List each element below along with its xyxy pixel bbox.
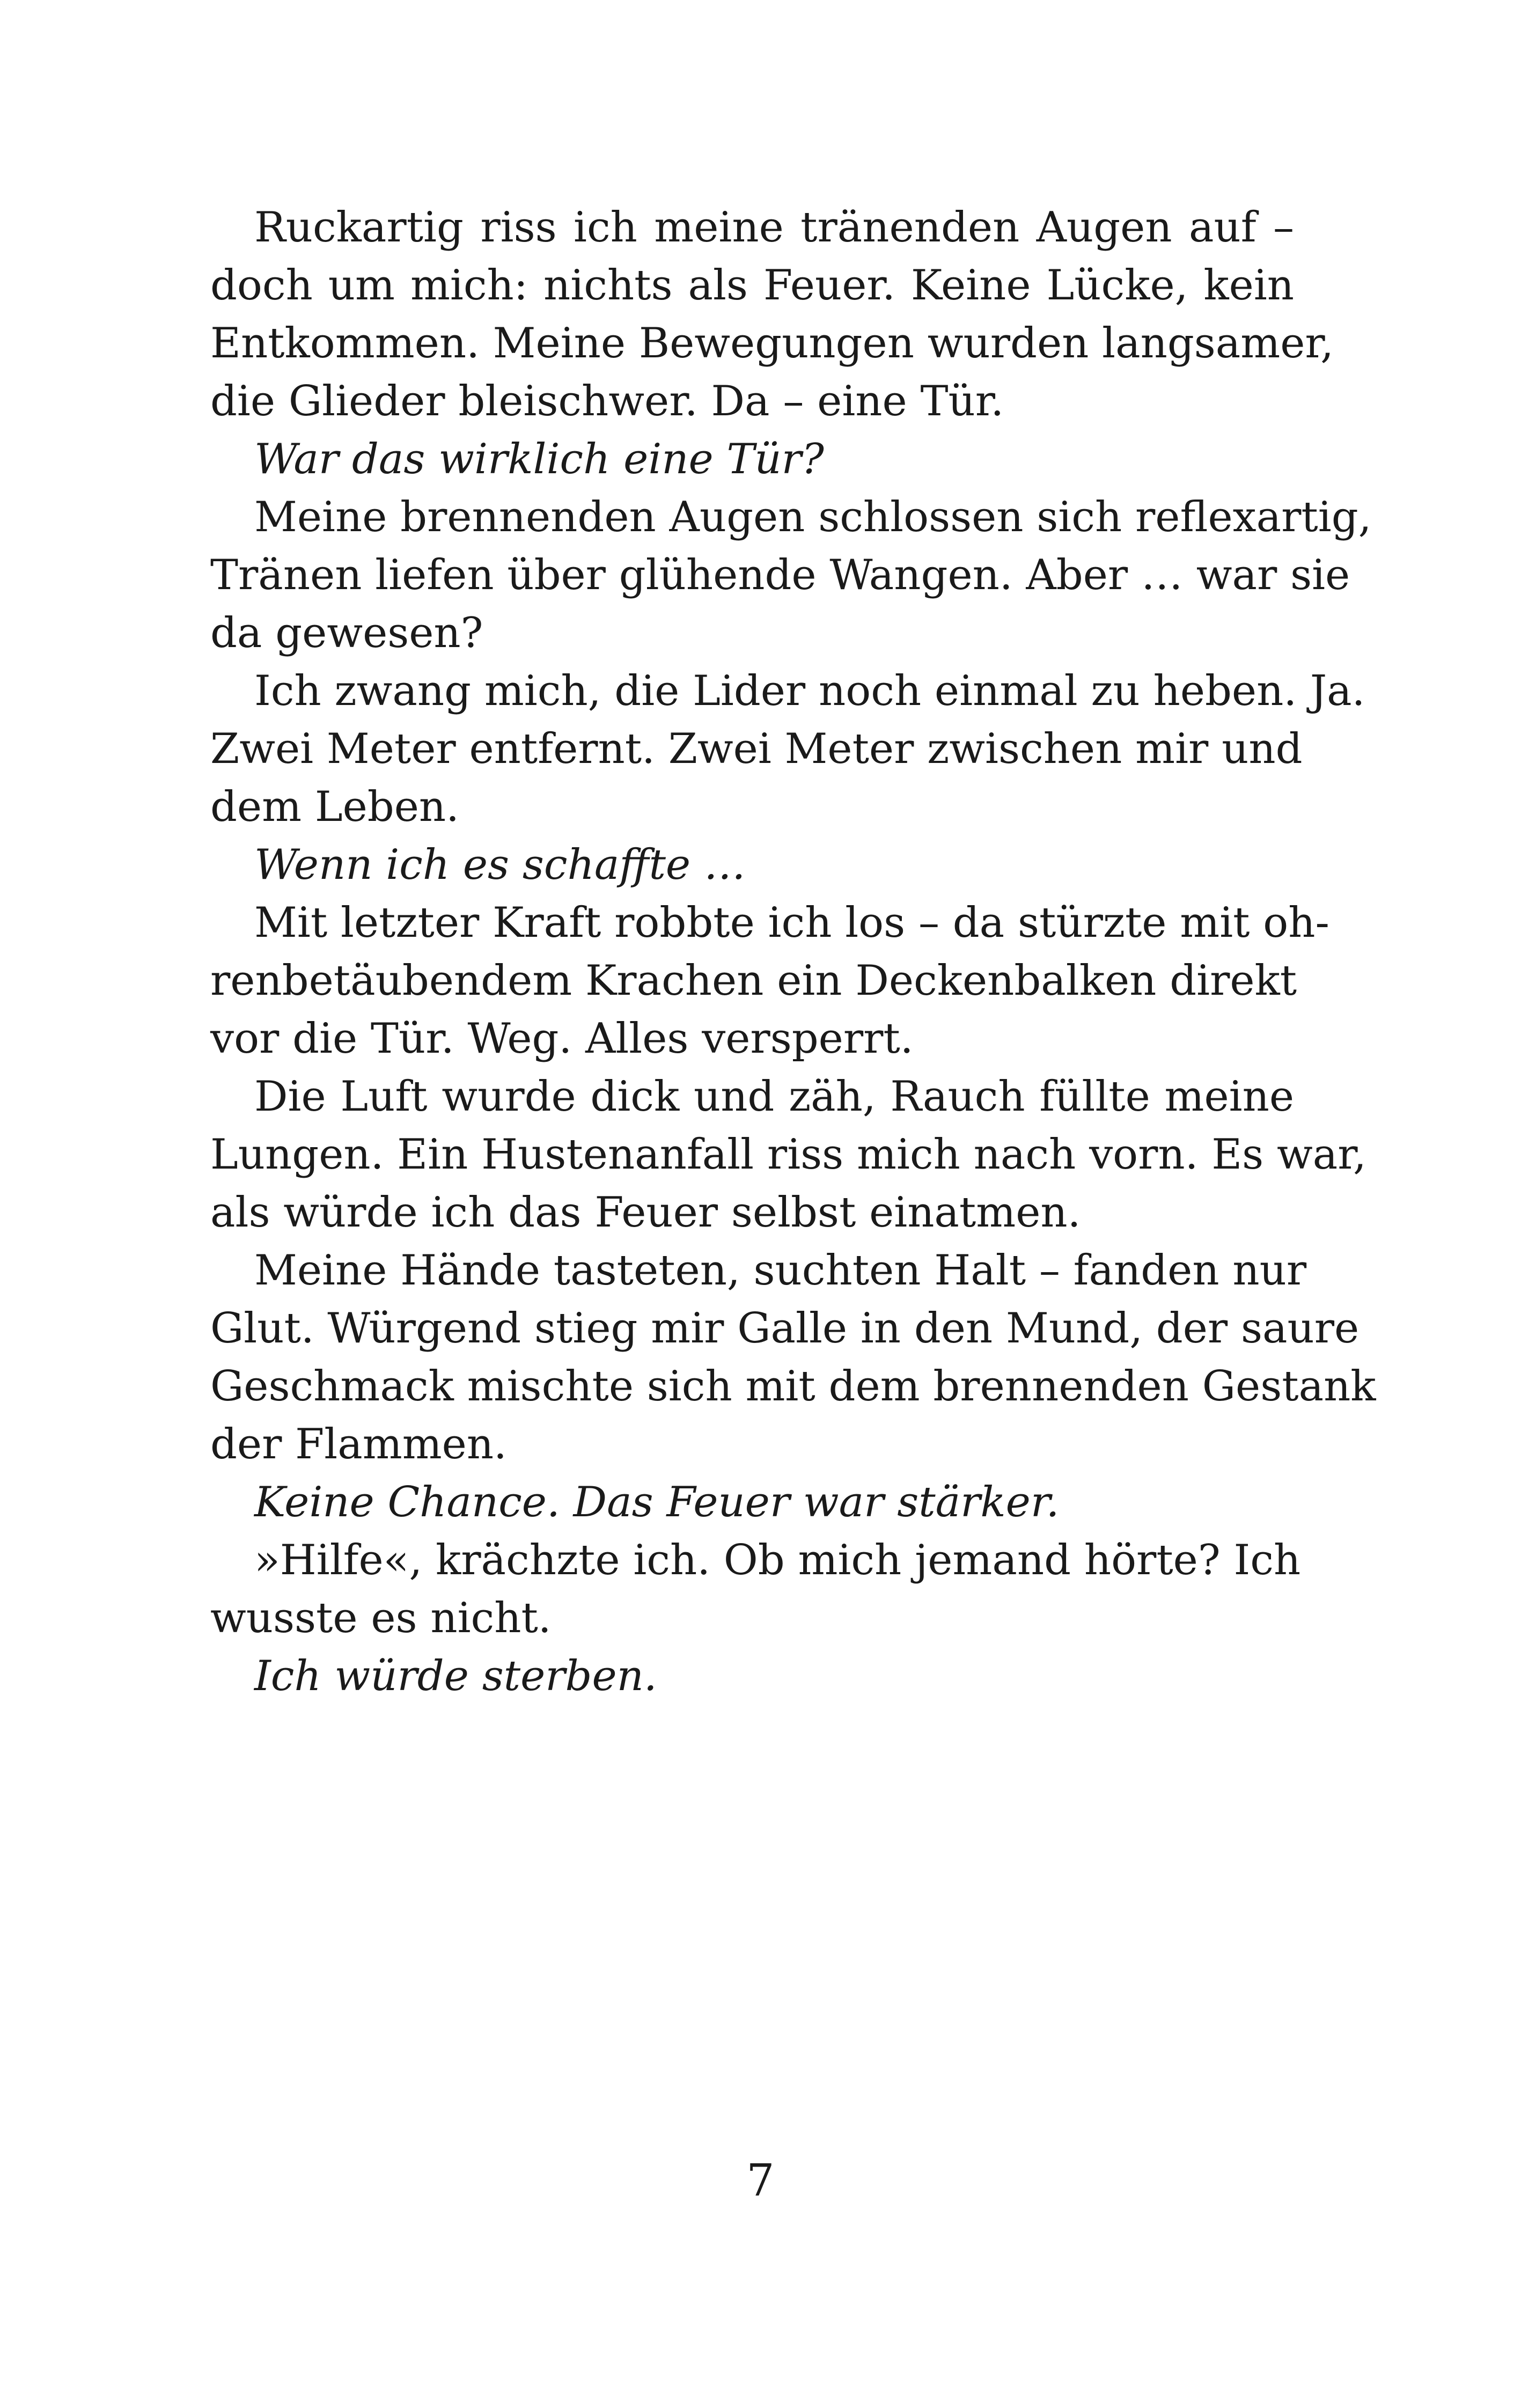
paragraph-5-thought xyxy=(210,836,1294,894)
text-line: Meine brennenden Augen schlossen sich reflexartig, xyxy=(254,493,1372,541)
text-line: da gewesen? xyxy=(210,609,483,657)
text-line: dem Leben. xyxy=(210,783,459,831)
text-line: Ruckartig riss ich meine tränenden Augen auf – xyxy=(254,203,1294,252)
text-line: Zwei Meter entfernt. Zwei Meter zwischen mir und xyxy=(210,725,1303,773)
paragraph-1 xyxy=(210,199,1334,430)
page-number: 7 xyxy=(746,2155,775,2206)
text-line: Ich zwang mich, die Lider noch einmal zu heben. Ja. xyxy=(254,667,1365,715)
text-line: Glut. Würgend stieg mir Galle in den Mund, der saure xyxy=(210,1304,1360,1353)
text-line: Lungen. Ein Hustenanfall riss mich nach vorn. Es war, xyxy=(210,1130,1366,1179)
text-line: Meine Hände tasteten, suchten Halt – fanden nur xyxy=(254,1246,1307,1295)
text-line: Ich würde sterben. xyxy=(254,1652,657,1700)
paragraph-3 xyxy=(210,488,1372,662)
text-line: vor die Tür. Weg. Alles versperrt. xyxy=(210,1015,914,1063)
text-line: Keine Chance. Das Feuer war stärker. xyxy=(254,1478,1060,1526)
paragraph-7 xyxy=(210,1068,1366,1242)
text-line: Entkommen. Meine Bewegungen wurden langsamer, xyxy=(210,319,1334,368)
text-line: War das wirklich eine Tür? xyxy=(254,435,824,483)
paragraph-11-thought xyxy=(210,1647,1294,1705)
text-line: Tränen liefen über glühende Wangen. Aber … war sie xyxy=(210,551,1350,599)
paragraph-2-thought xyxy=(210,430,1294,488)
text-line: als würde ich das Feuer selbst einatmen. xyxy=(210,1188,1081,1237)
text-line: die Glieder bleischwer. Da – eine Tür. xyxy=(210,377,1004,425)
paragraph-9-thought xyxy=(210,1473,1294,1531)
paragraph-8 xyxy=(210,1242,1376,1473)
text-line: Die Luft wurde dick und zäh, Rauch füllte meine xyxy=(254,1073,1294,1121)
paragraph-10 xyxy=(210,1531,1301,1647)
text-line: Mit letzter Kraft robbte ich los – da stürzte mit oh- xyxy=(254,899,1329,947)
text-line: wusste es nicht. xyxy=(210,1594,552,1642)
body-text xyxy=(210,199,1376,1705)
text-line: doch um mich: nichts als Feuer. Keine Lücke, kein xyxy=(210,261,1294,310)
text-line: »Hilfe«, krächzte ich. Ob mich jemand hörte? Ich xyxy=(254,1536,1301,1584)
paragraph-4 xyxy=(210,662,1365,836)
text-line: der Flammen. xyxy=(210,1420,507,1469)
text-line: Geschmack mischte sich mit dem brennenden Gestank xyxy=(210,1362,1376,1411)
paragraph-6 xyxy=(210,894,1329,1068)
text-line: renbetäubendem Krachen ein Deckenbalken direkt xyxy=(210,957,1297,1005)
text-line: Wenn ich es schaffte … xyxy=(254,841,746,889)
